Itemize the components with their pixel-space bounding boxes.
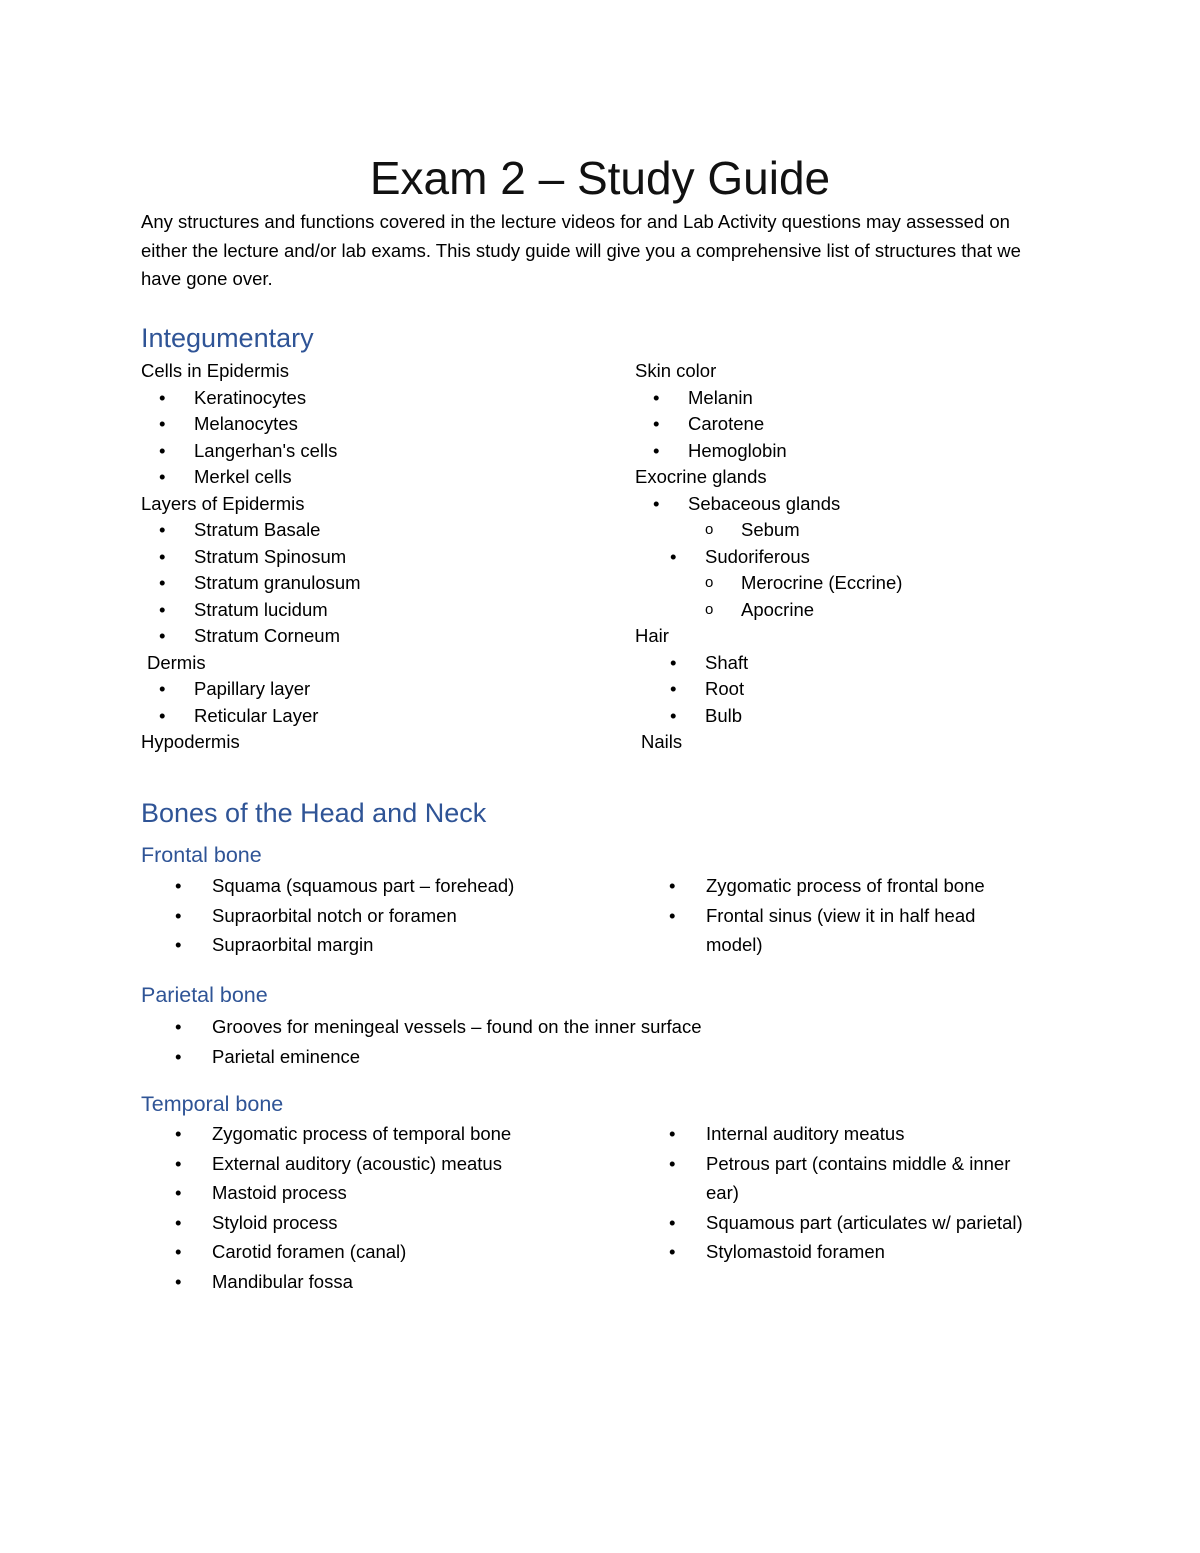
list-item: • Petrous part (contains middle & inner ear) — [635, 1149, 1065, 1208]
list-item: • Stratum Corneum — [141, 623, 601, 650]
hollow-bullet-icon: o — [705, 521, 714, 538]
list-item: • Zygomatic process of temporal bone — [141, 1119, 611, 1149]
bullet-icon: • — [653, 413, 660, 434]
list-item: • Parietal eminence — [141, 1042, 1041, 1072]
cells-heading: Cells in Epidermis — [141, 360, 290, 381]
list-item: • Frontal sinus (view it in half head model) — [635, 901, 1055, 960]
bullet-icon: • — [159, 678, 166, 699]
list-item: • Squama (squamous part – forehead) — [141, 871, 611, 901]
list-item: • Reticular Layer — [141, 703, 601, 730]
list-item: • Keratinocytes — [141, 385, 601, 412]
list-item: • Zygomatic process of frontal bone — [635, 871, 1055, 901]
bullet-icon: • — [669, 1152, 676, 1174]
list-item: • Stratum granulosum — [141, 570, 601, 597]
heading-parietal-bone: Parietal bone — [141, 983, 268, 1007]
bullet-icon: • — [175, 1016, 182, 1037]
intro-paragraph: Any structures and functions covered in the lecture videos for and Lab Activity questions may assessed on either the lecture and/or lab exams. This study guide will give you a comprehensive list of structures that we have gone over. — [141, 211, 1021, 289]
bullet-icon: • — [175, 875, 182, 896]
list-item: • Grooves for meningeal vessels – found on the inner surface — [141, 1012, 1041, 1042]
temporal-left-list — [141, 1119, 611, 1296]
list-item: • Hemoglobin — [635, 438, 1075, 465]
layers-heading: Layers of Epidermis — [141, 492, 305, 514]
bullet-icon: • — [175, 1270, 182, 1292]
list-item: • Supraorbital margin — [141, 930, 611, 960]
bullet-icon: • — [159, 572, 166, 593]
nails-heading: Nails — [641, 731, 683, 752]
list-item: • Shaft — [635, 650, 1075, 677]
list-item: • Internal auditory meatus — [635, 1119, 1065, 1149]
bullet-icon: • — [159, 598, 166, 620]
bullet-icon: • — [159, 625, 166, 646]
list-item: • Sudoriferous — [635, 544, 1075, 571]
heading-temporal-bone: Temporal bone — [141, 1092, 284, 1116]
list-item: • Carotene — [635, 411, 1075, 438]
bullet-icon: • — [159, 519, 166, 540]
heading-integumentary: Integumentary — [141, 323, 314, 353]
bullet-icon: • — [159, 466, 166, 487]
bullet-icon: • — [670, 545, 677, 567]
list-item: • Bulb — [635, 703, 1075, 730]
bullet-icon: • — [669, 875, 676, 896]
list-item: • External auditory (acoustic) meatus — [141, 1149, 611, 1179]
list-item: • Root — [635, 676, 1075, 703]
list-item: • Carotid foramen (canal) — [141, 1237, 611, 1267]
sub-list-item: o Merocrine (Eccrine) — [635, 570, 1075, 597]
bullet-icon: • — [669, 1211, 676, 1233]
bullet-icon: • — [159, 413, 166, 434]
list-item: • Styloid process — [141, 1208, 611, 1238]
list-item: • Stratum Spinosum — [141, 544, 601, 571]
bullet-icon: • — [175, 904, 182, 926]
bullet-icon: • — [653, 492, 660, 514]
dermis-heading: Dermis — [147, 651, 206, 673]
hypodermis-heading: Hypodermis — [141, 731, 240, 752]
bullet-icon: • — [670, 651, 677, 673]
bullet-icon: • — [175, 934, 182, 955]
hollow-bullet-icon: o — [705, 574, 714, 591]
bullet-icon: • — [159, 704, 166, 726]
bullet-icon: • — [159, 439, 166, 461]
bullet-icon: • — [669, 904, 676, 926]
heading-frontal-bone: Frontal bone — [141, 843, 262, 867]
frontal-left-list — [141, 871, 611, 960]
bullet-icon: • — [175, 1152, 182, 1174]
list-item: • Melanocytes — [141, 411, 601, 438]
sub-list-item: o Sebum — [635, 517, 1075, 544]
integumentary-right-column — [635, 358, 1075, 756]
bullet-icon: • — [175, 1211, 182, 1233]
heading-bones-head-neck: Bones of the Head and Neck — [141, 798, 487, 828]
bullet-icon: • — [670, 678, 677, 699]
exocrine-heading: Exocrine glands — [635, 466, 767, 487]
bullet-icon: • — [175, 1241, 182, 1262]
bullet-icon: • — [159, 386, 166, 408]
bullet-icon: • — [653, 439, 660, 461]
integumentary-left-column — [141, 358, 601, 756]
list-item: • Sebaceous glands — [635, 491, 1075, 518]
bullet-icon: • — [669, 1123, 676, 1144]
skin-color-heading: Skin color — [635, 360, 717, 381]
list-item: • Stratum Basale — [141, 517, 601, 544]
list-item: • Mandibular fossa — [141, 1267, 611, 1297]
bullet-icon: • — [159, 545, 166, 567]
list-item: • Stratum lucidum — [141, 597, 601, 624]
bullet-icon: • — [653, 386, 660, 408]
list-item: • Mastoid process — [141, 1178, 611, 1208]
bullet-icon: • — [175, 1182, 182, 1203]
list-item: • Stylomastoid foramen — [635, 1237, 1065, 1267]
list-item: • Supraorbital notch or foramen — [141, 901, 611, 931]
bullet-icon: • — [175, 1123, 182, 1144]
list-item: • Squamous part (articulates w/ parietal) — [635, 1208, 1065, 1238]
page-title: Exam 2 – Study Guide — [369, 152, 831, 204]
list-item: • Langerhan's cells — [141, 438, 601, 465]
bullet-icon: • — [669, 1241, 676, 1262]
hollow-bullet-icon: o — [705, 600, 714, 618]
list-item: • Merkel cells — [141, 464, 601, 491]
temporal-right-list — [635, 1119, 1065, 1267]
list-item: • Melanin — [635, 385, 1075, 412]
hair-heading: Hair — [635, 625, 669, 646]
frontal-right-list — [635, 871, 1055, 960]
parietal-list — [141, 1012, 1041, 1071]
bullet-icon: • — [175, 1045, 182, 1067]
list-item: • Papillary layer — [141, 676, 601, 703]
bullet-icon: • — [670, 704, 677, 726]
sub-list-item: o Apocrine — [635, 597, 1075, 624]
